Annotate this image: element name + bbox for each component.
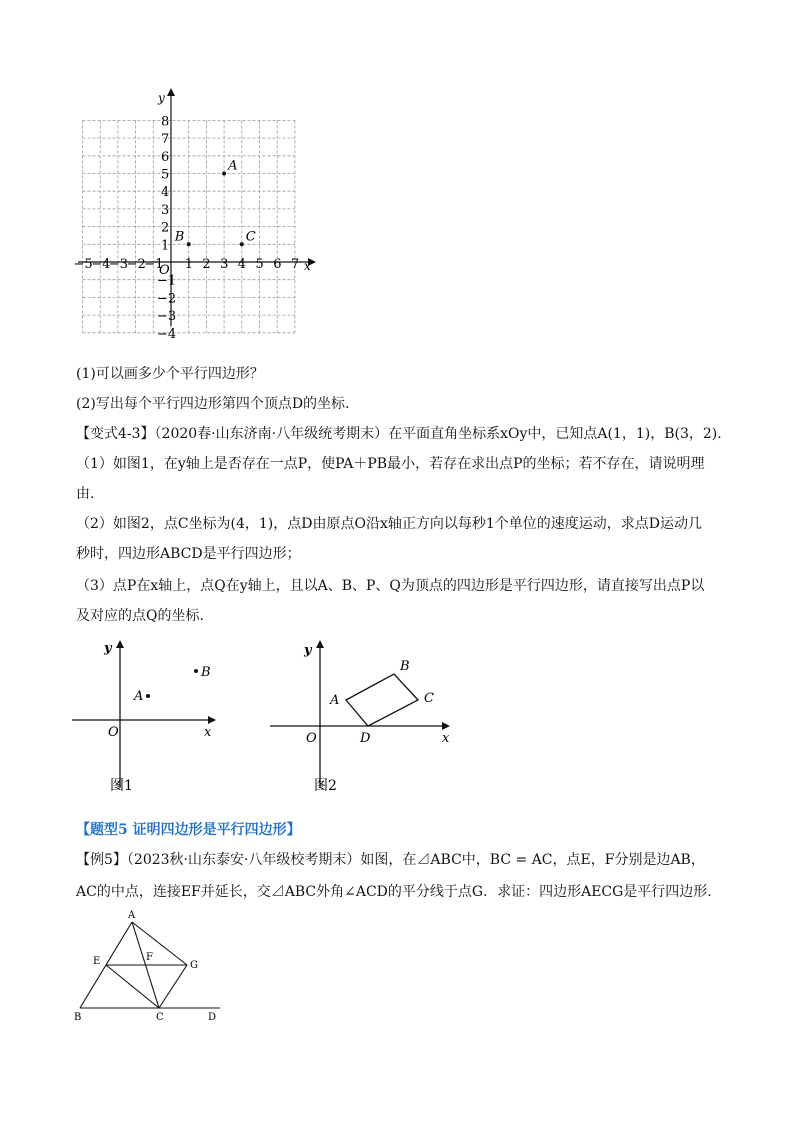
fig1-x-label: x bbox=[204, 725, 212, 740]
section-heading: 【题型5 证明四边形是平行四边形】 bbox=[76, 822, 301, 838]
x-tick-label: −1 bbox=[144, 257, 164, 272]
y-axis-label: y bbox=[158, 91, 165, 105]
grid-point-label-b: B bbox=[174, 229, 185, 245]
origin-label: O bbox=[159, 263, 170, 278]
fig3-label-d: D bbox=[208, 1012, 217, 1023]
fig2-caption: 图2 bbox=[314, 778, 337, 794]
grid-point-b bbox=[187, 242, 191, 246]
question-2: (2)写出每个平行四边形第四个顶点D的坐标. bbox=[76, 396, 350, 412]
grid-point-label-a: A bbox=[228, 158, 238, 174]
x-tick-label: 7 bbox=[290, 257, 300, 272]
question-1: (1)可以画多少个平行四边形？ bbox=[76, 366, 264, 382]
grid-point-a bbox=[222, 172, 226, 176]
variant-part1-line2: 由. bbox=[76, 486, 95, 502]
variant-part1-line1: （1）如图1，在y轴上是否存在一点P，使PA＋PB最小，若存在求出点P的坐标；若不存在，请说明理 bbox=[76, 456, 705, 472]
y-tick-label: 4 bbox=[161, 185, 170, 201]
x-tick-label: 4 bbox=[237, 257, 247, 272]
fig3-label-g: G bbox=[190, 960, 198, 971]
fig2-y-arrow bbox=[316, 640, 324, 648]
fig1-point-b bbox=[194, 669, 198, 673]
x-tick-label: 5 bbox=[255, 257, 264, 272]
x-tick-label: 2 bbox=[202, 257, 211, 272]
y-tick-label: −4 bbox=[157, 326, 177, 338]
y-tick-label: 2 bbox=[161, 220, 170, 236]
fig2-x-label: x bbox=[442, 731, 450, 746]
y-axis-arrow bbox=[167, 88, 175, 96]
grid-point-c bbox=[240, 242, 244, 246]
variant-part3-line1: （3）点P在x轴上，点Q在y轴上，且以A、B、P、Q为顶点的四边形是平行四边形，请直接写出点P以 bbox=[76, 578, 705, 594]
variant-part3-line2: 及对应的点Q的坐标. bbox=[76, 608, 204, 624]
example-line-1: 【例5】（2023秋·山东泰安·八年级校考期末）如图，在⊿ABC中，BC = AC，点E，F分别是边AB， bbox=[76, 852, 705, 868]
figure-1 bbox=[68, 638, 228, 798]
fig2-x-arrow bbox=[442, 722, 450, 730]
y-tick-label: 5 bbox=[161, 167, 170, 183]
fig3-label-a: A bbox=[128, 910, 136, 921]
x-tick-label: 3 bbox=[220, 257, 229, 272]
fig1-y-label: y bbox=[104, 641, 112, 656]
y-tick-label: 1 bbox=[161, 238, 170, 254]
variant-title: 【变式4-3】（2020春·山东济南·八年级统考期末）在平面直角坐标系xOy中，已知点A(1，1)，B(3，2). bbox=[76, 426, 722, 442]
fig2-origin-label: O bbox=[306, 731, 317, 746]
y-tick-label: 3 bbox=[161, 202, 170, 218]
fig2-label-d: D bbox=[360, 731, 371, 746]
x-tick-label: −4 bbox=[91, 257, 111, 272]
x-tick-label: 6 bbox=[273, 257, 282, 272]
fig2-parallelogram-abcd bbox=[346, 674, 418, 726]
fig1-x-arrow bbox=[208, 716, 216, 724]
example-line-2: AC的中点，连接EF并延长，交⊿ABC外角∠ACD的平分线于点G．求证：四边形AECG是平行四边形. bbox=[76, 884, 712, 900]
fig1-point-a bbox=[146, 694, 150, 698]
fig3-label-b: B bbox=[74, 1012, 82, 1023]
y-tick-label: 7 bbox=[161, 132, 170, 148]
coordinate-grid-figure bbox=[68, 88, 328, 338]
fig3-label-c: C bbox=[156, 1012, 164, 1023]
y-tick-label: −3 bbox=[157, 309, 177, 325]
fig2-label-a: A bbox=[330, 693, 340, 708]
variant-part2-line2: 秒时，四边形ABCD是平行四边形； bbox=[76, 546, 301, 562]
y-tick-label: 6 bbox=[161, 149, 170, 165]
fig1-caption: 图1 bbox=[110, 778, 133, 794]
y-tick-label: −1 bbox=[157, 273, 177, 289]
fig2-y-label: y bbox=[304, 643, 312, 658]
fig1-origin-label: O bbox=[108, 725, 119, 740]
grid-point-label-c: C bbox=[245, 229, 256, 245]
figure-3-triangle bbox=[66, 904, 236, 1026]
y-tick-label: 8 bbox=[161, 114, 170, 130]
y-tick-label: −2 bbox=[157, 291, 177, 307]
fig2-label-b: B bbox=[400, 659, 410, 674]
x-tick-label: −2 bbox=[126, 257, 146, 272]
fig1-label-a: A bbox=[134, 689, 144, 704]
x-axis-label: x bbox=[304, 259, 311, 273]
fig1-label-b: B bbox=[201, 665, 211, 680]
fig3-label-f: F bbox=[146, 952, 153, 963]
x-tick-label: −5 bbox=[73, 257, 93, 272]
fig1-y-arrow bbox=[116, 640, 124, 648]
variant-part2-line1: （2）如图2，点C坐标为(4，1)，点D由原点O沿x轴正方向以每秒1个单位的速度运动，求点D运动几 bbox=[76, 516, 702, 532]
fig2-label-c: C bbox=[424, 691, 434, 706]
x-tick-label: 1 bbox=[184, 257, 193, 272]
fig3-label-e: E bbox=[93, 956, 101, 967]
x-tick-label: −3 bbox=[108, 257, 129, 272]
figure-2 bbox=[266, 638, 466, 798]
